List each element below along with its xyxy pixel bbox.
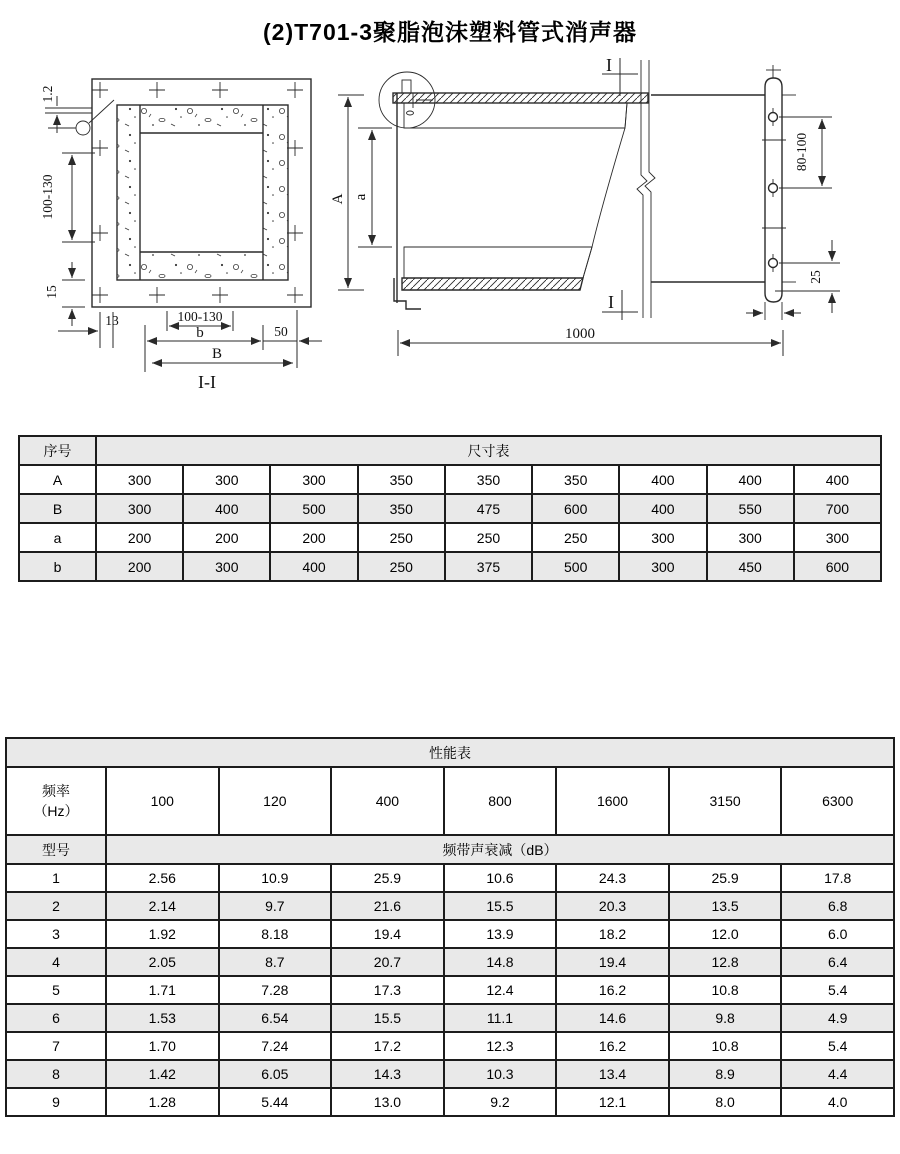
dim-value-cell: 350 xyxy=(358,465,445,494)
dim-length: 1000 xyxy=(565,326,595,342)
frequency-cell: 400 xyxy=(331,767,444,835)
attenuation-value-cell: 6.4 xyxy=(781,948,894,976)
attenuation-value-cell: 12.4 xyxy=(444,976,557,1004)
attenuation-value-cell: 2.05 xyxy=(106,948,219,976)
dim-value-cell: 400 xyxy=(707,465,794,494)
attenuation-value-cell: 9.2 xyxy=(444,1088,557,1116)
attenuation-value-cell: 12.8 xyxy=(669,948,782,976)
model-cell: 7 xyxy=(6,1032,106,1060)
dim-flange-width: 50 xyxy=(274,324,288,339)
performance-table-body xyxy=(6,738,894,1116)
model-cell: 4 xyxy=(6,948,106,976)
dim-value-cell: 200 xyxy=(96,552,183,581)
attenuation-value-cell: 14.6 xyxy=(556,1004,669,1032)
attenuation-value-cell: 2.14 xyxy=(106,892,219,920)
table-row xyxy=(6,1060,894,1088)
table-row xyxy=(6,1004,894,1032)
attenuation-value-cell: 15.5 xyxy=(444,892,557,920)
dim-value-cell: 300 xyxy=(96,465,183,494)
section-mark-top: I xyxy=(606,58,612,75)
attenuation-value-cell: 13.5 xyxy=(669,892,782,920)
attenuation-value-cell: 12.3 xyxy=(444,1032,557,1060)
attenuation-value-cell: 6.54 xyxy=(219,1004,332,1032)
attenuation-value-cell: 6.0 xyxy=(781,920,894,948)
dim-value-cell: 400 xyxy=(619,494,706,523)
dim-outer-width: B xyxy=(211,346,223,362)
attenuation-value-cell: 13.9 xyxy=(444,920,557,948)
dim-value-cell: 600 xyxy=(532,494,619,523)
attenuation-value-cell: 8.7 xyxy=(219,948,332,976)
dim-row-label: B xyxy=(19,494,96,523)
frequency-cell: 120 xyxy=(219,767,332,835)
dim-value-cell: 450 xyxy=(707,552,794,581)
table-row xyxy=(6,892,894,920)
attenuation-value-cell: 12.1 xyxy=(556,1088,669,1116)
model-cell: 9 xyxy=(6,1088,106,1116)
attenuation-value-cell: 20.3 xyxy=(556,892,669,920)
dim-value-cell: 300 xyxy=(619,552,706,581)
attenuation-value-cell: 8.9 xyxy=(669,1060,782,1088)
model-cell: 2 xyxy=(6,892,106,920)
attenuation-value-cell: 17.3 xyxy=(331,976,444,1004)
dim-edge-offset: 15 xyxy=(44,285,59,299)
attenuation-value-cell: 1.28 xyxy=(106,1088,219,1116)
dim-value-cell: 250 xyxy=(358,523,445,552)
dim-side-range: 100-130 xyxy=(40,174,55,220)
table-row xyxy=(6,948,894,976)
attenuation-label-cell: 频带声衰减（dB） xyxy=(106,835,894,864)
table-row xyxy=(6,864,894,892)
attenuation-value-cell: 9.8 xyxy=(669,1004,782,1032)
attenuation-value-cell: 24.3 xyxy=(556,864,669,892)
dim-bottom-range: 100-130 xyxy=(177,309,223,324)
attenuation-value-cell: 16.2 xyxy=(556,976,669,1004)
attenuation-value-cell: 1.71 xyxy=(106,976,219,1004)
dim-value-cell: 375 xyxy=(445,552,532,581)
table-row xyxy=(19,494,881,523)
attenuation-value-cell: 20.7 xyxy=(331,948,444,976)
attenuation-value-cell: 6.05 xyxy=(219,1060,332,1088)
model-cell: 8 xyxy=(6,1060,106,1088)
attenuation-value-cell: 13.4 xyxy=(556,1060,669,1088)
dim-value-cell: 300 xyxy=(794,523,881,552)
attenuation-value-cell: 14.8 xyxy=(444,948,557,976)
attenuation-value-cell: 11.1 xyxy=(444,1004,557,1032)
attenuation-value-cell: 1.92 xyxy=(106,920,219,948)
attenuation-value-cell: 9.7 xyxy=(219,892,332,920)
frequency-cell: 100 xyxy=(106,767,219,835)
attenuation-value-cell: 5.4 xyxy=(781,1032,894,1060)
dim-value-cell: 200 xyxy=(270,523,357,552)
performance-table-title: 性能表 xyxy=(6,738,894,767)
frequency-unit: （Hz） xyxy=(33,803,79,819)
dim-flange-lip: 13 xyxy=(105,313,119,328)
attenuation-value-cell: 19.4 xyxy=(556,948,669,976)
dim-value-cell: 600 xyxy=(794,552,881,581)
performance-table xyxy=(5,737,895,1117)
frequency-cell: 3150 xyxy=(669,767,782,835)
dim-value-cell: 400 xyxy=(270,552,357,581)
dim-outer-height: A xyxy=(330,193,346,205)
model-header-row xyxy=(6,835,894,864)
dim-inner-height: a xyxy=(353,193,369,201)
dimension-table xyxy=(18,435,882,582)
attenuation-value-cell: 13.0 xyxy=(331,1088,444,1116)
attenuation-value-cell: 1.53 xyxy=(106,1004,219,1032)
dimension-table-header-row xyxy=(19,436,881,465)
dim-value-cell: 700 xyxy=(794,494,881,523)
table-row xyxy=(6,976,894,1004)
dim-value-cell: 500 xyxy=(270,494,357,523)
dim-value-cell: 200 xyxy=(96,523,183,552)
frequency-label-cell xyxy=(6,767,106,835)
attenuation-value-cell: 4.4 xyxy=(781,1060,894,1088)
attenuation-value-cell: 17.8 xyxy=(781,864,894,892)
dim-row-label: b xyxy=(19,552,96,581)
dim-value-cell: 350 xyxy=(358,494,445,523)
dim-value-cell: 400 xyxy=(794,465,881,494)
table-row xyxy=(6,920,894,948)
dim-hole-pitch: 80-100 xyxy=(794,132,809,172)
attenuation-value-cell: 10.9 xyxy=(219,864,332,892)
attenuation-value-cell: 25.9 xyxy=(669,864,782,892)
section-mark-bottom: I xyxy=(608,292,614,312)
attenuation-value-cell: 10.6 xyxy=(444,864,557,892)
frequency-cell: 800 xyxy=(444,767,557,835)
attenuation-value-cell: 1.70 xyxy=(106,1032,219,1060)
attenuation-value-cell: 2.56 xyxy=(106,864,219,892)
dim-header-col0: 序号 xyxy=(19,436,96,465)
dim-value-cell: 500 xyxy=(532,552,619,581)
attenuation-value-cell: 12.0 xyxy=(669,920,782,948)
dim-row-label: a xyxy=(19,523,96,552)
attenuation-value-cell: 5.44 xyxy=(219,1088,332,1116)
attenuation-value-cell: 17.2 xyxy=(331,1032,444,1060)
attenuation-value-cell: 6.8 xyxy=(781,892,894,920)
model-label-cell: 型号 xyxy=(6,835,106,864)
dim-value-cell: 350 xyxy=(532,465,619,494)
dim-table-title: 尺寸表 xyxy=(96,436,881,465)
model-cell: 6 xyxy=(6,1004,106,1032)
attenuation-value-cell: 10.8 xyxy=(669,976,782,1004)
cross-section-view xyxy=(40,79,322,392)
attenuation-value-cell: 21.6 xyxy=(331,892,444,920)
dim-value-cell: 400 xyxy=(183,494,270,523)
model-cell: 5 xyxy=(6,976,106,1004)
attenuation-value-cell: 19.4 xyxy=(331,920,444,948)
attenuation-value-cell: 7.28 xyxy=(219,976,332,1004)
attenuation-value-cell: 15.5 xyxy=(331,1004,444,1032)
dim-value-cell: 300 xyxy=(183,552,270,581)
frequency-cell: 6300 xyxy=(781,767,894,835)
table-row xyxy=(6,1032,894,1060)
dim-value-cell: 300 xyxy=(707,523,794,552)
attenuation-value-cell: 14.3 xyxy=(331,1060,444,1088)
dim-value-cell: 300 xyxy=(183,465,270,494)
section-view-title: I-I xyxy=(198,372,216,392)
attenuation-value-cell: 25.9 xyxy=(331,864,444,892)
dim-row-label: A xyxy=(19,465,96,494)
dimension-table-body xyxy=(19,436,881,581)
dim-value-cell: 400 xyxy=(619,465,706,494)
attenuation-value-cell: 1.42 xyxy=(106,1060,219,1088)
dim-value-cell: 250 xyxy=(532,523,619,552)
attenuation-value-cell: 10.8 xyxy=(669,1032,782,1060)
dim-inner-width: b xyxy=(196,325,204,341)
dim-value-cell: 350 xyxy=(445,465,532,494)
longitudinal-section-view xyxy=(330,58,796,356)
attenuation-value-cell: 18.2 xyxy=(556,920,669,948)
dim-value-cell: 475 xyxy=(445,494,532,523)
dim-value-cell: 250 xyxy=(358,552,445,581)
performance-table-title-row xyxy=(6,738,894,767)
table-row xyxy=(19,523,881,552)
dim-value-cell: 550 xyxy=(707,494,794,523)
attenuation-value-cell: 8.18 xyxy=(219,920,332,948)
frequency-header-row xyxy=(6,767,894,835)
dim-value-cell: 300 xyxy=(96,494,183,523)
attenuation-value-cell: 8.0 xyxy=(669,1088,782,1116)
dim-hole-edge: 25 xyxy=(808,270,823,284)
dim-value-cell: 300 xyxy=(619,523,706,552)
frequency-cell: 1600 xyxy=(556,767,669,835)
attenuation-value-cell: 4.9 xyxy=(781,1004,894,1032)
attenuation-value-cell: 10.3 xyxy=(444,1060,557,1088)
attenuation-value-cell: 16.2 xyxy=(556,1032,669,1060)
table-row xyxy=(19,552,881,581)
page-title: (2)T701-3聚脂泡沫塑料管式消声器 xyxy=(263,19,637,45)
attenuation-value-cell: 5.4 xyxy=(781,976,894,1004)
frequency-label: 频率 xyxy=(42,783,70,799)
dim-wall-thickness: 1.2 xyxy=(40,85,55,103)
dim-value-cell: 200 xyxy=(183,523,270,552)
attenuation-value-cell: 7.24 xyxy=(219,1032,332,1060)
table-row xyxy=(19,465,881,494)
dim-value-cell: 300 xyxy=(270,465,357,494)
model-cell: 1 xyxy=(6,864,106,892)
model-cell: 3 xyxy=(6,920,106,948)
table-row xyxy=(6,1088,894,1116)
attenuation-value-cell: 4.0 xyxy=(781,1088,894,1116)
dim-value-cell: 250 xyxy=(445,523,532,552)
technical-drawing xyxy=(0,58,900,393)
